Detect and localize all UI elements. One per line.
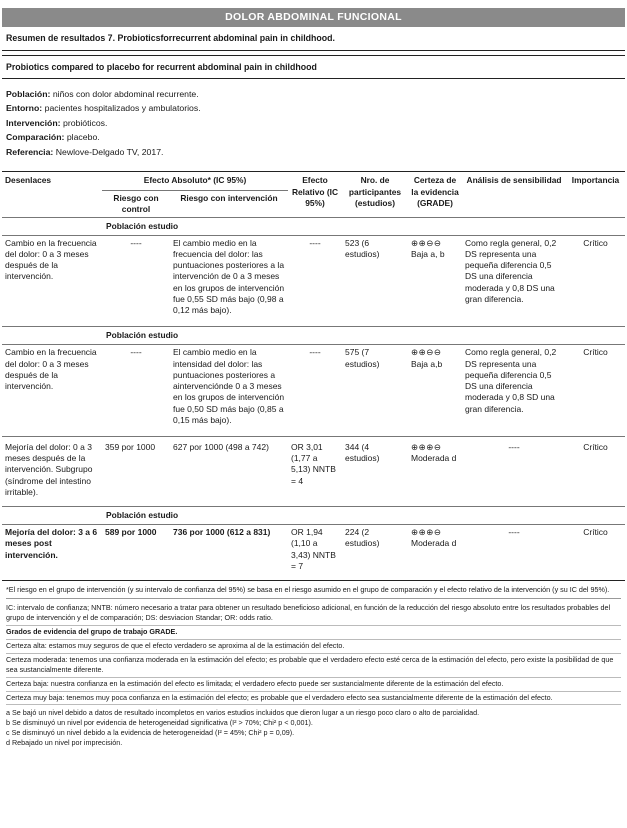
relative-cell: OR 1,94 (1,10 a 3,43) NNTB = 7 [291,527,336,571]
header-riesgo-intervencion: Riesgo con intervención [180,192,278,203]
header-efecto-absoluto: Efecto Absoluto* (IC 95%) [102,172,288,190]
header-desenlaces: Desenlaces [5,175,52,186]
table-row [2,525,625,580]
control-cell: 359 por 1000 [105,441,156,452]
outcome-cell: Cambio en la frecuencia del dolor: 0 a 3 meses después de la intervención. [5,347,97,392]
certainty-symbols: ⊕⊕⊖⊖ [411,347,442,358]
summary-title: Resumen de resultados 7. Probioticsforrecurrent abdominal pain in childhood. [2,27,625,51]
table-row [2,236,625,327]
results-table [2,171,625,580]
header-sensibilidad: Análisis de sensibilidad [466,175,562,186]
header-efecto-relativo: Efecto Relativo (IC 95%) [291,175,339,208]
relative-cell: ---- [309,347,321,358]
footnote: Certeza baja: nuestra confianza en la estimación del efecto es limitada; el verdadero efecto puede ser sustancialmente diferente de la estimación del efecto. [6,678,621,692]
importance-cell: Crítico [583,347,608,358]
meta-poblacion: Población: niños con dolor abdominal recurrente. [6,89,199,99]
outcome-cell: Mejoría del dolor: 0 a 3 meses después de la intervención. Subgrupo (síndrome del intestino irritable). [5,441,93,497]
footnote: b Se disminuyó un nivel por evidencia de heterogeneidad significativa (I² > 70%; Chi² p < 0,001). [6,718,313,728]
footnotes [2,581,625,748]
sensitivity-cell: ---- [508,527,520,538]
population-label: Población estudio [2,326,625,345]
outcome-cell: Mejoría del dolor: 3 a 6 meses post intervención. [5,527,98,560]
control-cell: 589 por 1000 [105,527,157,538]
footnote: Grados de evidencia del grupo de trabajo GRADE. [6,626,621,640]
relative-cell: ---- [309,237,321,248]
study-metadata [2,79,625,165]
section-banner: DOLOR ABDOMINAL FUNCIONAL [2,8,625,27]
sensitivity-cell: Como regla general, 0,2 DS representa una pequeña diferencia 0,5 DS una diferencia moderada y 0,8 DS una gran diferencia. [465,237,557,304]
population-label: Población estudio [2,506,625,525]
footnote: Certeza muy baja: tenemos muy poca confianza en la estimación del efecto; es probable que el verdadero efecto sea sustancialmente diferente de la estimación del efecto. [6,692,621,706]
header-importancia: Importancia [571,175,620,186]
footnote: *El riesgo en el grupo de intervención (y su intervalo de confianza del 95%) se basa en el riesgo asumido en el grupo de comparación y el efecto relativo de la intervención (y su IC del 95%). [6,585,621,599]
footnote: d Rebajado un nivel por imprecisión. [6,738,123,748]
meta-entorno: Entorno: pacientes hospitalizados y ambulatorios. [6,103,201,114]
comparison-title: Probiotics compared to placebo for recurrent abdominal pain in childhood [2,55,625,79]
participants-cell: 523 (6 estudios) [345,237,380,260]
header-riesgo-control: Riesgo con control [113,192,159,214]
importance-cell: Crítico [583,441,608,452]
outcome-cell: Cambio en la frecuencia del dolor: 0 a 3 meses después de la intervención. [5,237,97,282]
meta-referencia: Referencia: Newlove-Delgado TV, 2017. [6,146,164,157]
footnote: Certeza moderada: tenemos una confianza moderada en la estimación del efecto; es probable que el verdadero efecto esté cerca de la estimación del efecto, pero existe la posibilidad de que sea sustancialmente diferente. [6,654,621,678]
importance-cell: Crítico [583,237,608,248]
certainty-symbols: ⊕⊕⊖⊖ [411,237,442,248]
meta-comparacion: Comparación: placebo. [6,132,100,143]
participants-cell: 224 (2 estudios) [345,527,380,549]
intervention-cell: 736 por 1000 (612 a 831) [173,527,271,538]
certainty-cell: ⊕⊕⊖⊖ Baja a, b [408,236,462,319]
header-certeza: Certeza de la evidencia (GRADE) [411,175,459,208]
certainty-cell: ⊕⊕⊕⊖ Moderada d [408,525,462,574]
document-page [0,8,627,828]
footnote: a Se bajó un nivel debido a datos de resultado incompletos en varios estudios incluidos que dieron lugar a un riesgo poco claro o alto de parcialidad. [6,708,480,718]
certainty-cell: ⊕⊕⊖⊖ Baja a,b [408,345,462,428]
control-cell: ---- [130,237,142,248]
sensitivity-cell: ---- [508,441,520,452]
certainty-cell: ⊕⊕⊕⊖ Moderada d [408,440,462,500]
certainty-symbols: ⊕⊕⊕⊖ [411,441,442,452]
footnote: IC: intervalo de confianza; NNTB: número necesario a tratar para obtener un resultado beneficioso adicional, en función de la reducción del riesgo absoluto entre los resultados probables del grupo de intervención y el de comparación; DS: desviacion Standar; OR: odds ratio. [6,602,621,626]
intervention-cell: El cambio medio en la frecuencia del dolor: las puntuaciones posteriores a la intervención de 0 a 3 meses en los grupos de intervención fue 0,55 SD más bajo (0,98 a 0,12 más bajo). [173,237,285,316]
intervention-cell: El cambio medio en la intensidad del dolor: las puntuaciones posteriores a aintervenciónde 0 a 3 meses en los grupos de intervención fue 0,50 SD más bajo (0,85 a 0,15 más bajo). [173,347,285,425]
population-label: Población estudio [2,217,625,236]
relative-cell: OR 3,01 (1,77 a 5,13) NNTB = 4 [291,441,336,486]
meta-intervencion: Intervención: probióticos. [6,117,108,128]
table-row [2,436,625,506]
importance-cell: Crítico [583,527,608,538]
intervention-cell: 627 por 1000 (498 a 742) [173,441,269,452]
footnote: c Se disminuyó un nivel debido a la evidencia de heterogeneidad (I² = 45%; Chi² p = 0,09). [6,728,295,738]
certainty-symbols: ⊕⊕⊕⊖ [411,527,442,538]
table-row [2,345,625,436]
footnote: Certeza alta: estamos muy seguros de que el efecto verdadero se aproxima al de la estimación del efecto. [6,640,621,654]
header-participantes: Nro. de participantes (estudios) [348,175,402,208]
control-cell: ---- [130,347,142,358]
sensitivity-cell: Como regla general, 0,2 DS representa una pequeña diferencia 0,5 DS una diferencia moderada y 0,8 SD una gran diferencia. [465,347,557,414]
participants-cell: 575 (7 estudios) [345,347,380,369]
participants-cell: 344 (4 estudios) [345,441,380,464]
table-header [2,172,625,216]
